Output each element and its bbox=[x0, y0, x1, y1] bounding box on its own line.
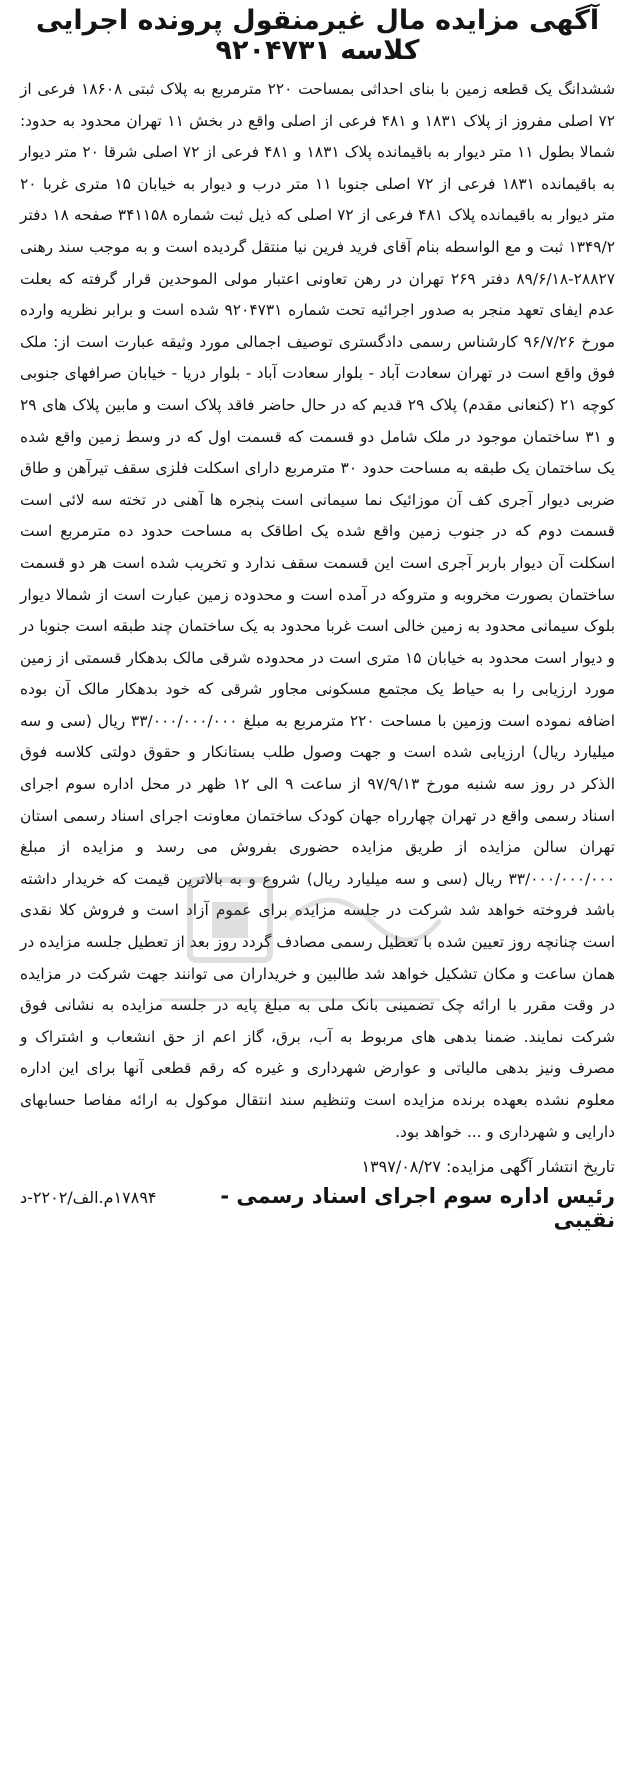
signer-title: رئیس اداره سوم اجرای اسناد رسمی - bbox=[220, 1184, 615, 1209]
notice-body: ششدانگ یک قطعه زمین با بنای احداثی بمساحت ۲۲۰ مترمربع به پلاک ثبتی ۱۸۶۰۸ فرعی از ۷۲ اصلی مفروز از پلاک ۱۸۳۱ و ۴۸۱ فرعی از اصلی واقع در بخش ۱۱ تهران محدود به حدود: شمالا بطول ۱۱ متر دیوار به باقیمانده پلاک ۱۸۳۱ و ۴۸۱ فرعی از ۷۲ اصلی شرقا ۲۰ متر دیوار به باقیمانده ۱۸۳۱ فرعی از ۷۲ اصلی جنوبا ۱۱ متر درب و دیوار به خیابان ۱۵ متری غربا ۲۰ متر دیوار به باقیمانده پلاک ۴۸۱ فرعی از ۷۲ اصلی که ذیل ثبت شماره ۳۴۱۱۵۸ صفحه ۱۸ دفتر ۱۳۴۹/۲ ثبت و مع الواسطه بنام آقای فرید فرین نیا منتقل گردیده است و به موجب سند رهنی ۲۸۸۲۷-۸۹/۶/۱۸ دفتر ۲۶۹ تهران در رهن تعاونی اعتبار مولی الموحدین قرار گرفته که بعلت عدم ایفای تعهد منجر به صدور اجرائیه تحت شماره ۹۲۰۴۷۳۱ شده است و برابر نظریه وارده مورخ ۹۶/۷/۲۶ کارشناس رسمی دادگستری توصیف اجمالی مورد وثیقه عبارت است از: ملک فوق واقع است در تهران سعادت آباد - بلوار سعادت آباد - بلوار دریا - خیابان صرافهای جنوبی کوچه ۲۱ (کنعانی مقدم) پلاک ۲۹ قدیم که در حال حاضر فاقد پلاک است و مابین پلاک های ۲۹ و ۳۱ ساختمان موجود در ملک شامل دو قسمت که قسمت اول که در وسط زمین واقع شده یک ساختمان یک طبقه به مساحت حدود ۳۰ مترمربع دارای اسکلت فلزی سقف تیرآهن و طاق ضربی دیوار آجری کف آن موزائیک نما سیمانی است پنجره ها آهنی در تخته سه لائی است قسمت دوم که در جنوب زمین واقع شده یک اطاقک به مساحت حدود ده مترمربع است اسکلت آن دیوار باربر آجری است این قسمت سقف ندارد و تخریب شده است هر دو قسمت ساختمان بصورت مخروبه و متروکه در آمده است و محدوده زمین عبارت است از شمالا دیوار بلوک سیمانی محدود به زمین خالی است غربا محدود به یک ساختمان چند طبقه است جنوبا در و دیوار است محدود به خیابان ۱۵ متری است در محدوده شرقی مالک بدهکار قسمتی از زمین مورد ارزیابی را به حیاط یک مجتمع مسکونی مجاور شرقی که خود بدهکار مالک آن بوده اضافه نموده است وزمین با مساحت ۲۲۰ مترمربع به مبلغ ۳۳/۰۰۰/۰۰۰/۰۰۰ ریال (سی و سه میلیارد ریال) ارزیابی شده است و جهت وصول طلب بستانکار و حقوق دولتی کلاسه فوق الذکر در روز سه شنبه مورخ ۹۷/۹/۱۳ از ساعت ۹ الی ۱۲ ظهر در محل اداره سوم اجرای اسناد رسمی واقع در تهران چهارراه جهان کودک ساختمان معاونت اجرای اسناد رسمی استان تهران سالن مزایده از طریق مزایده حضوری بفروش می رسد و مزایده از مبلغ ۳۳/۰۰۰/۰۰۰/۰۰۰ ریال (سی و سه میلیارد ریال) شروع و به بالاترین قیمت که خریدار داشته باشد فروخته خواهد شد شرکت در جلسه مزایده برای عموم آزاد است و فروش کلا نقدی است چنانچه روز تعیین شده با تعطیل رسمی مصادف گردد روز بعد از تعطیل جلسه مزایده در همان ساعت و مکان تشکیل خواهد شد طالبین و خریداران می توانند جهت شرکت در مزایده در وقت مقرر با ارائه چک تضمینی بانک ملی به مبلغ پایه در جلسه مزایده به نشانی فوق شرکت نمایند. ضمنا بدهی های مربوط به آب، برق، گاز اعم از حق انشعاب و اشتراک و مصرف ونیز بدهی مالیاتی و عوارض شهرداری و غیره که رقم قطعی آنها برای این اداره معلوم نشده بعهده برنده مزایده است وتنظیم سند انتقال موکول به ارائه مفاصا حسابهای دارایی و شهرداری و ... خواهد بود. bbox=[20, 80, 616, 1141]
signature-line bbox=[20, 1184, 615, 1208]
reference-number: ۱۷۸۹۴م.الف/۲۲۰۲-د bbox=[20, 1188, 157, 1208]
publish-date: تاریخ انتشار آگهی مزایده: ۱۳۹۷/۰۸/۲۷ bbox=[361, 1157, 615, 1177]
signer-name: نقیبی bbox=[553, 1208, 615, 1233]
notice-title: آگهی مزایده مال غیرمنقول پرونده اجرایی کلاسه ۹۲۰۴۷۳۱ bbox=[35, 5, 600, 66]
